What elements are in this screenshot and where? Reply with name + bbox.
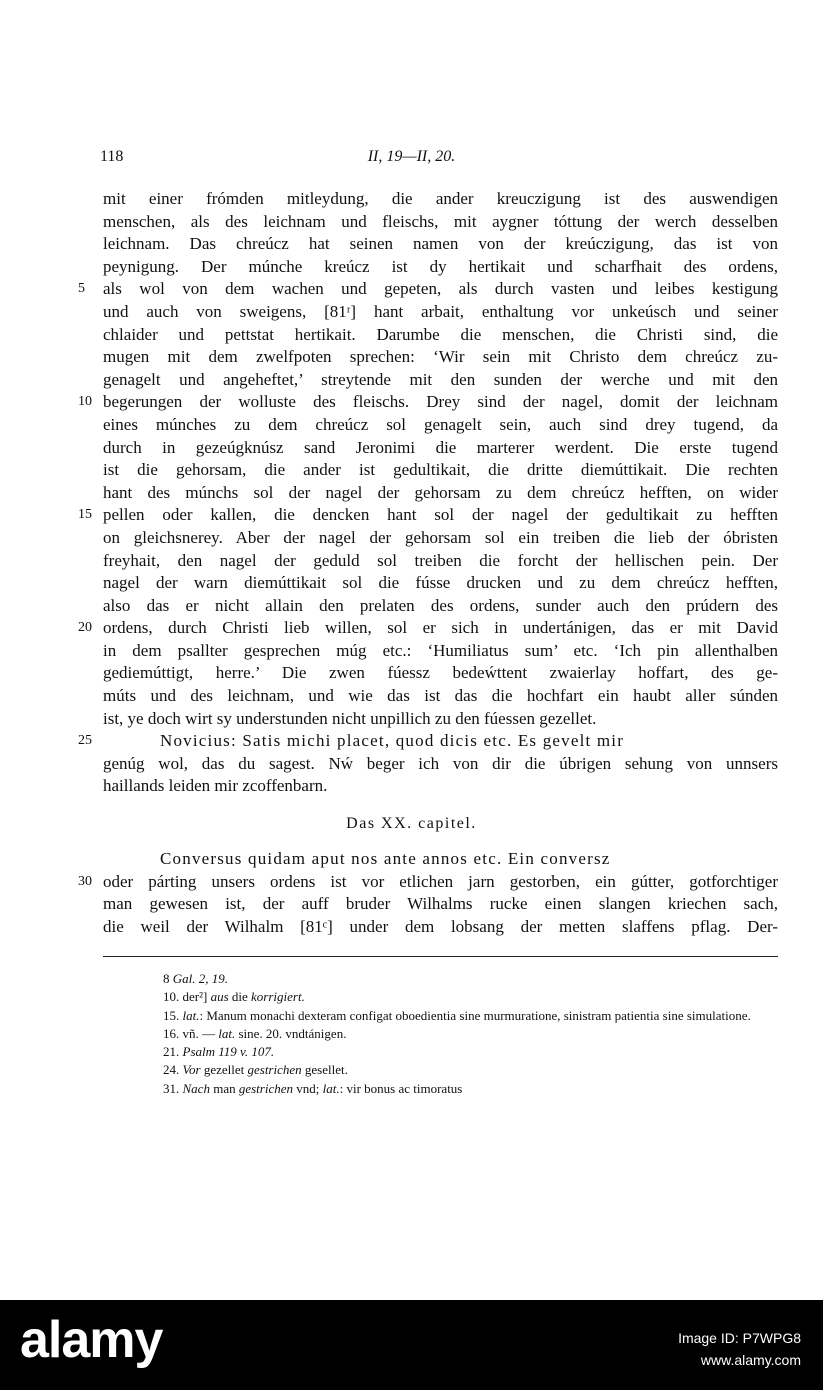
text-line <box>103 482 778 505</box>
line-text: begerungen der wolluste des fleischs. Drey sind der nagel, domit der leichnam <box>103 392 778 412</box>
text-line <box>103 437 778 460</box>
text-line <box>103 211 778 234</box>
line-text: Conversus quidam aput nos ante annos etc. Ein conversz <box>160 849 611 868</box>
line-text: ist die gehorsam, die ander ist gedultikait, die dritte diemúttikait. Die rechten <box>103 460 778 480</box>
text-line <box>103 595 778 618</box>
footnote-text: vnd; <box>293 1080 323 1096</box>
chapter-text <box>78 848 778 938</box>
line-text: die weil der Wilhalm [81ᶜ] under dem lobsang der metten slaffens pflag. Der- <box>103 916 778 936</box>
line-number: 30 <box>78 873 92 889</box>
text-line <box>103 550 778 573</box>
line-text: chlaider und pettstat hertikait. Darumbe die menschen, die Christi sind, die <box>103 324 778 344</box>
chapter-heading: Das XX. capitel. <box>346 815 477 832</box>
footnote-text: aus <box>210 989 229 1005</box>
footnote-text: Nach <box>182 1080 210 1096</box>
watermark-url: www.alamy.com <box>700 1352 801 1368</box>
line-text: nagel der warn diemúttikait sol die fússe drucken und zu dem chreúcz hefften, <box>103 573 778 593</box>
line-text: pellen oder kallen, die dencken hant sol der nagel der gedultikait zu hefften <box>103 505 778 525</box>
line-text: gediemúttigt, herre.’ Die zwen fúessz bedeẃttent zwaierlay hoffart, des ge- <box>103 663 778 683</box>
footnote <box>103 988 778 1006</box>
line-text: mit einer frómden mitleydung, die ander kreuczigung ist des auswendigen <box>103 189 778 208</box>
text-line <box>103 848 778 871</box>
page-number: 118 <box>100 148 124 165</box>
footnotes <box>103 970 778 1098</box>
line-text: also das er nicht allain den prelaten des ordens, sunder auch den prúdern des <box>103 595 778 615</box>
text-line <box>103 256 778 279</box>
line-text: durch in gezeúgknúsz sand Jeronimi die marterer werdent. Die erste tugend <box>103 437 778 457</box>
footnote <box>103 1025 778 1043</box>
text-line <box>103 369 778 392</box>
text-line <box>103 324 778 347</box>
text-line <box>78 278 778 301</box>
footnote-text: korrigiert. <box>251 989 305 1005</box>
footnote-text: lat. <box>182 1007 200 1023</box>
footnote-divider <box>103 956 778 957</box>
line-text: múts und des leichnam, und wie das ist das die hochfart ein haubt aller súnden <box>103 686 778 706</box>
text-line <box>103 233 778 256</box>
line-text: hant des múnchs sol der nagel der gehorsam zu dem chreúcz hefften, on wider <box>103 482 778 502</box>
line-number: 25 <box>78 733 92 749</box>
footnote-text: man <box>209 1080 239 1096</box>
line-text: genúg wol, das du sagest. Nẃ beger ich von dir die úbrigen sehung von unnsers <box>103 753 778 773</box>
text-line <box>103 414 778 437</box>
line-text: on gleichsnerey. Aber der nagel der gehorsam sol ein treiben die lieb der óbristen <box>103 527 778 547</box>
text-line <box>103 188 778 211</box>
text-line <box>103 775 778 798</box>
line-text: und auch von sweigens, [81ʳ] hant arbait, enthaltung vor unkeúsch und seiner <box>103 301 778 321</box>
alamy-logo: alamy <box>20 1311 163 1369</box>
footnote-text: 10. der²] <box>163 989 211 1005</box>
footnote <box>103 970 778 988</box>
footnote-text: 24. <box>163 1062 183 1078</box>
text-line <box>103 527 778 550</box>
line-number: 5 <box>78 281 85 297</box>
footnote-text: 15. <box>163 1007 183 1023</box>
footnote-text: 8 <box>163 971 173 986</box>
line-text: als wol von dem wachen und gepeten, als durch vasten und leibes kestigung <box>103 279 778 299</box>
footnote-text: 31. <box>163 1080 183 1096</box>
footnote-text: Gal. 2, 19. <box>172 971 228 986</box>
text-line <box>103 572 778 595</box>
line-text: freyhait, den nagel der geduld sol treiben die forcht der hellischen pein. Der <box>103 550 778 570</box>
text-line <box>103 346 778 369</box>
line-number: 15 <box>78 507 92 523</box>
text-line <box>78 391 778 414</box>
footnote-text: gestrichen <box>247 1062 302 1078</box>
line-text: leichnam. Das chreúcz hat seinen namen von der kreúczigung, das ist von <box>103 234 778 254</box>
footnote <box>103 1061 778 1079</box>
footnote-text: gestrichen <box>238 1080 293 1096</box>
running-title: II, 19—II, 20. <box>367 148 456 165</box>
text-line <box>103 662 778 685</box>
footnote-text: die <box>228 989 252 1005</box>
text-line <box>103 753 778 776</box>
text-line <box>78 617 778 640</box>
footnote-text: lat. <box>322 1080 340 1096</box>
line-text: haillands leiden mir zcoffenbarn. <box>103 776 328 796</box>
line-text: eines múnches zu dem chreúcz sol genagelt sein, auch sind drey tugend, da <box>103 414 778 434</box>
line-text: ordens, durch Christi lieb willen, sol er sich in undertánigen, das er mit David <box>103 618 778 638</box>
image-id: Image ID: P7WPG8 <box>678 1330 801 1346</box>
text-line <box>103 893 778 916</box>
line-text: ist, ye doch wirt sy understunden nicht unpillich zu den fúessen gezellet. <box>103 708 597 728</box>
footnote-text: Psalm 119 v. 107. <box>182 1044 275 1060</box>
line-text: menschen, als des leichnam und fleischs, mit aygner tóttung der werch desselben <box>103 211 778 231</box>
footnote <box>103 1043 778 1061</box>
text-line <box>103 685 778 708</box>
watermark-banner <box>0 1300 823 1390</box>
text-line <box>78 730 778 753</box>
footnote <box>103 1007 778 1025</box>
line-number: 10 <box>78 394 92 410</box>
line-text: mugen mit dem zwelfpoten sprechen: ‘Wir sein mit Christo dem chreúcz zu- <box>103 347 778 367</box>
footnote-text: 21. <box>163 1044 183 1060</box>
footnote-text: : Manum monachi dexteram configat oboedientia sine murmuratione, sinistram patientia sine simulatione. <box>199 1007 751 1023</box>
line-number: 20 <box>78 620 92 636</box>
text-line <box>78 871 778 894</box>
line-text: Novicius: Satis michi placet, quod dicis etc. Es gevelt mir <box>160 731 625 751</box>
text-line <box>103 301 778 324</box>
text-line <box>103 459 778 482</box>
footnote-text: sine. 20. vndtánigen. <box>235 1025 347 1041</box>
line-text: man gewesen ist, der auff bruder Wilhalms rucke einen slangen kriechen sach, <box>103 894 778 914</box>
footnote-text: : vir bonus ac timoratus <box>339 1080 463 1096</box>
footnote-text: lat. <box>218 1025 236 1041</box>
line-text: oder párting unsers ordens ist vor etlichen jarn gestorben, ein gútter, gotforchtiger <box>103 871 778 891</box>
line-text: peynigung. Der múnche kreúcz ist dy hertikait und scharfhait des ordens, <box>103 256 778 276</box>
text-line <box>78 504 778 527</box>
line-text: in dem psallter gesprechen múg etc.: ‘Humiliatus sum’ etc. ‘Ich pin allenthalben <box>103 640 778 660</box>
footnote-text: gesellet. <box>301 1062 348 1078</box>
text-line <box>103 916 778 939</box>
text-line <box>103 708 778 731</box>
footnote-text: Vor <box>182 1062 201 1078</box>
text-line <box>103 640 778 663</box>
main-text <box>78 188 778 798</box>
footnote <box>103 1080 778 1098</box>
footnote-text: 16. vñ. — <box>163 1025 219 1041</box>
footnote-text: gezellet <box>200 1062 248 1078</box>
line-text: genagelt und angeheftet,’ streytende mit den sunden der werche und mit den <box>103 369 778 389</box>
